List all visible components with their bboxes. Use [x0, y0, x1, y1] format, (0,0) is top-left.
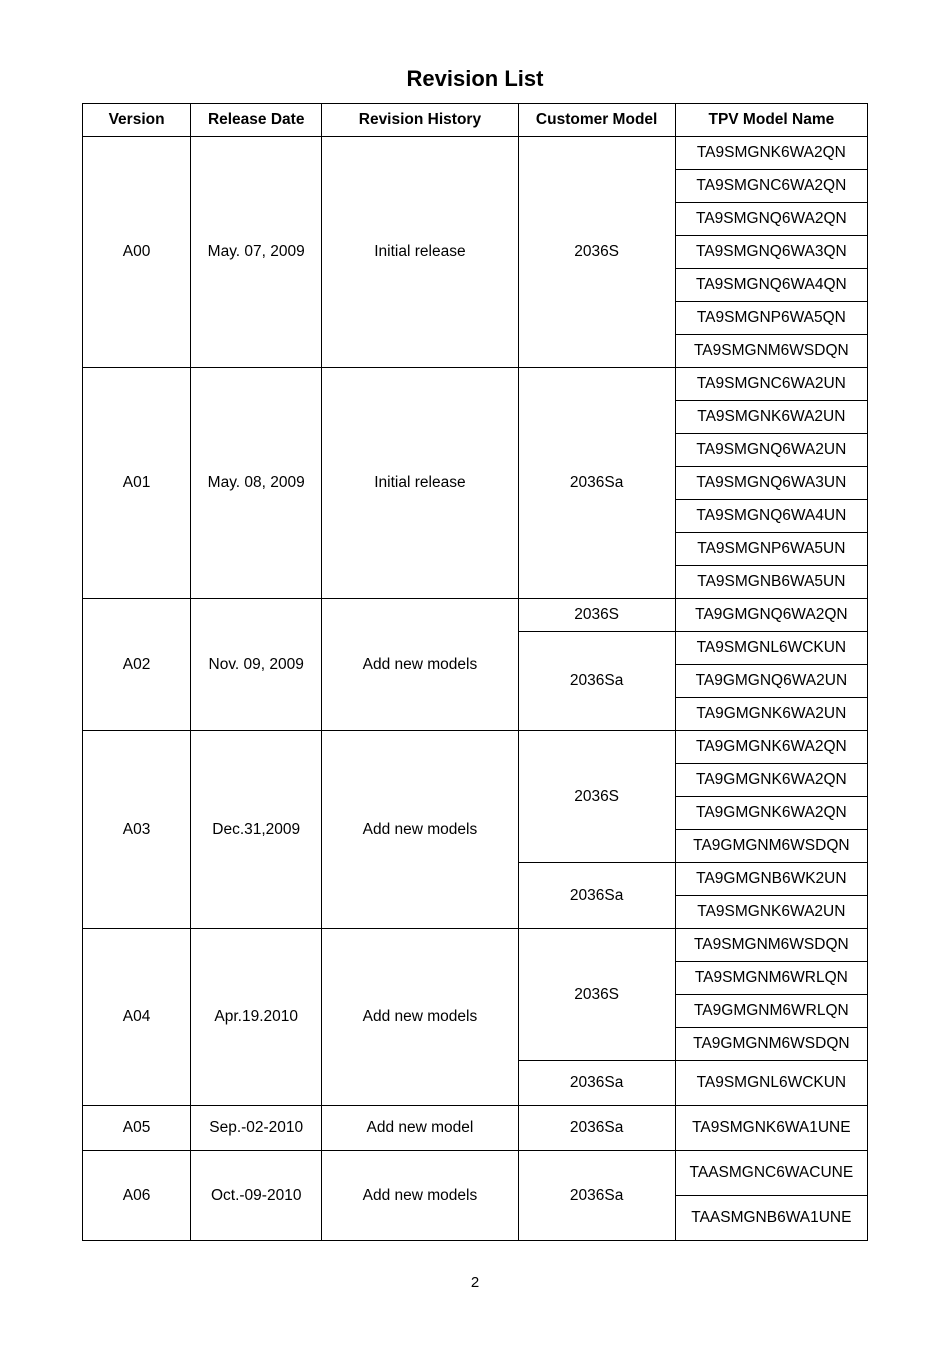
table-body — [83, 137, 868, 1241]
page-title: Revision List — [406, 66, 544, 91]
tpv-model-cell: TA9SMGNP6WA5QN — [675, 302, 867, 335]
revision-history-cell: Initial release — [322, 368, 518, 599]
tpv-model-cell: TAASMGNC6WACUNE — [675, 1151, 867, 1196]
revision-history-cell: Add new model — [322, 1106, 518, 1151]
release-date-cell: May. 07, 2009 — [191, 137, 322, 368]
revision-history-cell: Add new models — [322, 731, 518, 929]
version-cell: A03 — [83, 731, 191, 929]
tpv-model-cell: TA9GMGNB6WK2UN — [675, 863, 867, 896]
version-cell: A00 — [83, 137, 191, 368]
tpv-model-cell: TA9SMGNM6WRLQN — [675, 962, 867, 995]
version-cell: A04 — [83, 929, 191, 1106]
tpv-model-cell: TA9GMGNK6WA2UN — [675, 698, 867, 731]
tpv-model-cell: TA9SMGNQ6WA3QN — [675, 236, 867, 269]
customer-model-cell: 2036S — [518, 137, 675, 368]
tpv-model-cell: TA9SMGNK6WA2UN — [675, 401, 867, 434]
tpv-model-cell: TA9GMGNQ6WA2UN — [675, 665, 867, 698]
customer-model-cell: 2036S — [518, 929, 675, 1061]
tpv-model-cell: TA9GMGNM6WSDQN — [675, 830, 867, 863]
table-row — [83, 1106, 868, 1151]
tpv-model-cell: TA9SMGNQ6WA3UN — [675, 467, 867, 500]
release-date-cell: Apr.19.2010 — [191, 929, 322, 1106]
release-date-cell: Sep.-02-2010 — [191, 1106, 322, 1151]
tpv-model-cell: TA9SMGNK6WA1UNE — [675, 1106, 867, 1151]
tpv-model-cell: TA9SMGNK6WA2QN — [675, 137, 867, 170]
table-row — [83, 1151, 868, 1196]
tpv-model-cell: TA9SMGNC6WA2UN — [675, 368, 867, 401]
table-row — [83, 137, 868, 170]
table-row — [83, 599, 868, 632]
tpv-model-cell: TA9SMGNL6WCKUN — [675, 632, 867, 665]
table-header-row — [83, 104, 868, 137]
customer-model-cell: 2036Sa — [518, 1106, 675, 1151]
tpv-model-cell: TA9GMGNM6WSDQN — [675, 1028, 867, 1061]
header-release-date: Release Date — [191, 104, 322, 137]
release-date-cell: May. 08, 2009 — [191, 368, 322, 599]
revision-history-cell: Add new models — [322, 599, 518, 731]
header-tpv-model-name: TPV Model Name — [675, 104, 867, 137]
release-date-cell: Oct.-09-2010 — [191, 1151, 322, 1241]
customer-model-cell: 2036Sa — [518, 1151, 675, 1241]
revision-table — [82, 103, 868, 1241]
customer-model-cell: 2036S — [518, 731, 675, 863]
tpv-model-cell: TA9SMGNK6WA2UN — [675, 896, 867, 929]
tpv-model-cell: TA9SMGNQ6WA2UN — [675, 434, 867, 467]
revision-history-cell: Add new models — [322, 929, 518, 1106]
tpv-model-cell: TA9SMGNQ6WA4QN — [675, 269, 867, 302]
header-revision-history: Revision History — [322, 104, 518, 137]
customer-model-cell: 2036Sa — [518, 368, 675, 599]
tpv-model-cell: TA9SMGNB6WA5UN — [675, 566, 867, 599]
tpv-model-cell: TA9SMGNM6WSDQN — [675, 929, 867, 962]
tpv-model-cell: TA9GMGNM6WRLQN — [675, 995, 867, 1028]
tpv-model-cell: TA9GMGNK6WA2QN — [675, 731, 867, 764]
tpv-model-cell: TA9GMGNK6WA2QN — [675, 764, 867, 797]
tpv-model-cell: TA9SMGNL6WCKUN — [675, 1061, 867, 1106]
version-cell: A06 — [83, 1151, 191, 1241]
table-row — [83, 929, 868, 962]
release-date-cell: Dec.31,2009 — [191, 731, 322, 929]
page-number: 2 — [470, 1274, 480, 1291]
tpv-model-cell: TA9SMGNM6WSDQN — [675, 335, 867, 368]
tpv-model-cell: TA9GMGNQ6WA2QN — [675, 599, 867, 632]
version-cell: A01 — [83, 368, 191, 599]
revision-history-cell: Add new models — [322, 1151, 518, 1241]
tpv-model-cell: TA9SMGNC6WA2QN — [675, 170, 867, 203]
header-version: Version — [83, 104, 191, 137]
customer-model-cell: 2036S — [518, 599, 675, 632]
revision-history-cell: Initial release — [322, 137, 518, 368]
table-row — [83, 731, 868, 764]
tpv-model-cell: TA9GMGNK6WA2QN — [675, 797, 867, 830]
customer-model-cell: 2036Sa — [518, 632, 675, 731]
tpv-model-cell: TAASMGNB6WA1UNE — [675, 1196, 867, 1241]
version-cell: A02 — [83, 599, 191, 731]
tpv-model-cell: TA9SMGNQ6WA2QN — [675, 203, 867, 236]
customer-model-cell: 2036Sa — [518, 1061, 675, 1106]
release-date-cell: Nov. 09, 2009 — [191, 599, 322, 731]
tpv-model-cell: TA9SMGNP6WA5UN — [675, 533, 867, 566]
tpv-model-cell: TA9SMGNQ6WA4UN — [675, 500, 867, 533]
table-row — [83, 368, 868, 401]
header-customer-model: Customer Model — [518, 104, 675, 137]
version-cell: A05 — [83, 1106, 191, 1151]
customer-model-cell: 2036Sa — [518, 863, 675, 929]
